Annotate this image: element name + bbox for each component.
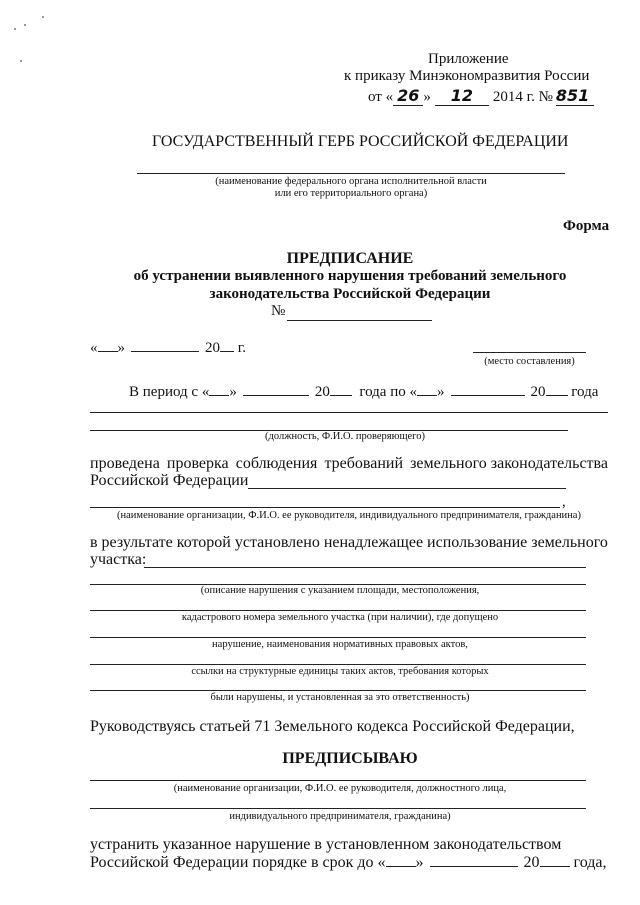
appendix-line-2: к приказу Минэкономразвития России <box>344 68 590 84</box>
inspector-caption: (должность, Ф.И.О. проверяющего) <box>265 431 425 442</box>
inspection-line-2: Российской Федерации <box>90 472 249 489</box>
violation-caption-3: нарушение, наименования нормативных правовых актов, <box>212 639 468 650</box>
number-sign: № <box>271 303 286 319</box>
violation-line-2 <box>90 610 586 611</box>
order-heading: ПРЕДПИСЫВАЮ <box>282 750 418 767</box>
appendix-number: 851 <box>556 86 594 106</box>
violation-caption-5: были нарушены, и установленная за это ответственность) <box>210 692 470 703</box>
document-subtitle-2: законодательства Российской Федерации <box>209 286 491 302</box>
violation-line-5 <box>90 690 586 691</box>
inspected-org-line-2 <box>90 507 560 508</box>
appendix-month: 12 <box>435 86 489 106</box>
remedy-line-1: устранить указанное нарушение в установленном законодательством <box>90 836 562 853</box>
emblem-placeholder: ГОСУДАРСТВЕННЫЙ ГЕРБ РОССИЙСКОЙ ФЕДЕРАЦИИ <box>152 133 569 150</box>
violation-caption-4: ссылки на структурные единицы таких актов, требования которых <box>191 666 489 677</box>
scan-speck <box>24 24 26 26</box>
scan-speck <box>14 28 16 30</box>
number-line <box>287 320 432 321</box>
authority-line <box>137 173 565 174</box>
place-caption: (место составления) <box>484 356 575 367</box>
subject-line-2 <box>90 808 586 809</box>
result-line-2: участка: <box>90 551 147 568</box>
inspector-line-1 <box>90 412 608 413</box>
scan-speck <box>20 60 22 62</box>
violation-line-0 <box>144 567 586 568</box>
violation-caption-2: кадастрового номера земельного участка (при наличии), где допущено <box>181 612 499 623</box>
subject-line-1 <box>90 780 586 781</box>
appendix-line-1: Приложение <box>428 51 509 67</box>
document-title: ПРЕДПИСАНИЕ <box>286 250 414 267</box>
violation-line-3 <box>90 637 586 638</box>
inspected-org-comma: , <box>562 494 566 510</box>
inspected-org-line-1 <box>248 488 566 489</box>
inspection-line-1: проведена проверка соблюдения требований земельного законодательства <box>90 455 608 472</box>
scan-speck <box>42 16 44 18</box>
document-subtitle-1: об устранении выявленного нарушения требований земельного <box>133 268 567 284</box>
authority-caption-2: или его территориального органа) <box>274 188 428 199</box>
violation-line-4 <box>90 664 586 665</box>
appendix-line-3: от « 26 » 12 2014 г. № 851 <box>368 86 594 106</box>
appendix-day: 26 <box>393 86 423 106</box>
form-label: Форма <box>563 218 610 234</box>
org-caption: (наименование организации, Ф.И.О. ее руководителя, индивидуального предпринимателя, гражданина) <box>117 510 581 521</box>
result-line-1: в результате которой установлено ненадлежащее использование земельного <box>90 534 608 551</box>
violation-caption-1: (описание нарушения с указанием площади, местоположения, <box>200 585 480 596</box>
period-line: В период с « » 20 года по « » 20 года <box>129 384 599 400</box>
authority-caption-1: (наименование федерального органа исполнительной власти <box>215 176 487 187</box>
place-line <box>473 352 586 353</box>
legal-basis-text: Руководствуясь статьей 71 Земельного кодекса Российской Федерации, <box>90 718 575 735</box>
subject-caption-1: (наименование организации, Ф.И.О. ее руководителя, должностного лица, <box>173 783 507 794</box>
remedy-line-2: Российской Федерации порядке в срок до « » 20 года, <box>90 854 607 871</box>
subject-caption-2: индивидуального предпринимателя, гражданина) <box>229 811 451 822</box>
date-line: « » 20 г. <box>90 340 246 356</box>
